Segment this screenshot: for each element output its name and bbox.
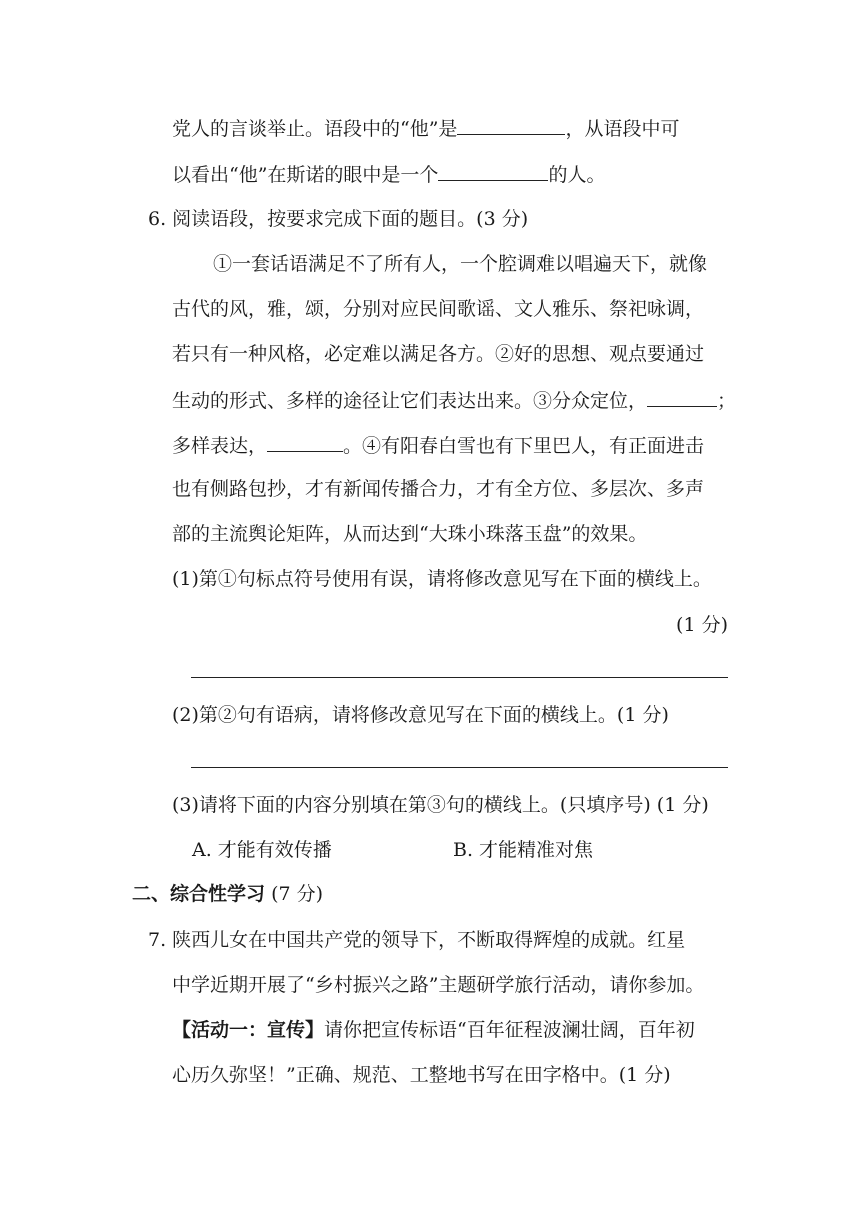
passage-line-5 bbox=[172, 431, 704, 459]
q5-line-2-text-a: 以看出“他”在斯诺的眼中是一个 bbox=[172, 164, 439, 186]
answer-blank[interactable] bbox=[647, 386, 717, 407]
passage-line-5-text-b: 。④有阳春白雪也有下里巴人，有正面进击 bbox=[343, 435, 705, 457]
q7-line-1: 7. 陕西儿女在中国共产党的领导下，不断取得辉煌的成就。红星 bbox=[148, 929, 686, 951]
option-b: B. 才能精准对焦 bbox=[453, 839, 594, 861]
q7-line-4: 心历久弥坚！”正确、规范、工整地书写在田字格中。(1 分) bbox=[172, 1064, 671, 1086]
q5-line-1-text-b: ，从语段中可 bbox=[565, 118, 680, 140]
q5-line-2-text-b: 的人。 bbox=[548, 164, 606, 186]
sub-question-1-score: (1 分) bbox=[676, 614, 728, 636]
section-title: 二、综合性学习 bbox=[132, 883, 266, 905]
q6-stem: 6. 阅读语段，按要求完成下面的题目。(3 分) bbox=[148, 208, 529, 230]
passage-line-4-text-a: 生动的形式、多样的途径让它们表达出来。③分众定位， bbox=[172, 390, 648, 412]
q7-line-3-text: 请你把宣传标语“百年征程波澜壮阔，百年初 bbox=[324, 1019, 695, 1041]
passage-line-6: 也有侧路包抄，才有新闻传播合力，才有全方位、多层次、多声 bbox=[172, 478, 705, 500]
passage-line-3: 若只有一种风格，必定难以满足各方。②好的思想、观点要通过 bbox=[172, 343, 705, 365]
passage-line-1: ①一套话语满足不了所有人，一个腔调难以唱遍天下，就像 bbox=[213, 253, 708, 275]
q7-line-3 bbox=[172, 1017, 695, 1043]
answer-line-2[interactable] bbox=[191, 767, 728, 768]
passage-line-4 bbox=[172, 386, 736, 414]
passage-line-7: 部的主流舆论矩阵，从而达到“大珠小珠落玉盘”的效果。 bbox=[172, 523, 648, 545]
activity-label: 【活动一：宣传】 bbox=[172, 1019, 325, 1041]
option-a: A. 才能有效传播 bbox=[192, 839, 332, 861]
q7-line-2: 中学近期开展了“乡村振兴之路”主题研学旅行活动，请你参加。 bbox=[172, 974, 705, 996]
answer-blank[interactable] bbox=[457, 114, 565, 135]
section-score: (7 分) bbox=[271, 883, 324, 905]
sub-question-2: (2)第②句有语病，请将修改意见写在下面的横线上。(1 分) bbox=[172, 704, 669, 726]
passage-line-2: 古代的风，雅，颂，分别对应民间歌谣、文人雅乐、祭祀咏调， bbox=[172, 298, 705, 320]
answer-blank[interactable] bbox=[438, 160, 548, 181]
answer-line-1[interactable] bbox=[191, 677, 728, 678]
q5-line-1-text-a: 党人的言谈举止。语段中的“他”是 bbox=[172, 118, 458, 140]
sub-question-1: (1)第①句标点符号使用有误，请将修改意见写在下面的横线上。 bbox=[172, 568, 712, 590]
sub-question-3: (3)请将下面的内容分别填在第③句的横线上。(只填序号) (1 分) bbox=[172, 794, 709, 816]
passage-line-5-text-a: 多样表达， bbox=[172, 435, 268, 457]
section-heading bbox=[132, 881, 323, 907]
q5-line-1 bbox=[172, 114, 679, 142]
q5-line-2 bbox=[172, 160, 605, 188]
answer-blank[interactable] bbox=[267, 431, 343, 452]
passage-line-4-text-b: ； bbox=[717, 390, 737, 412]
